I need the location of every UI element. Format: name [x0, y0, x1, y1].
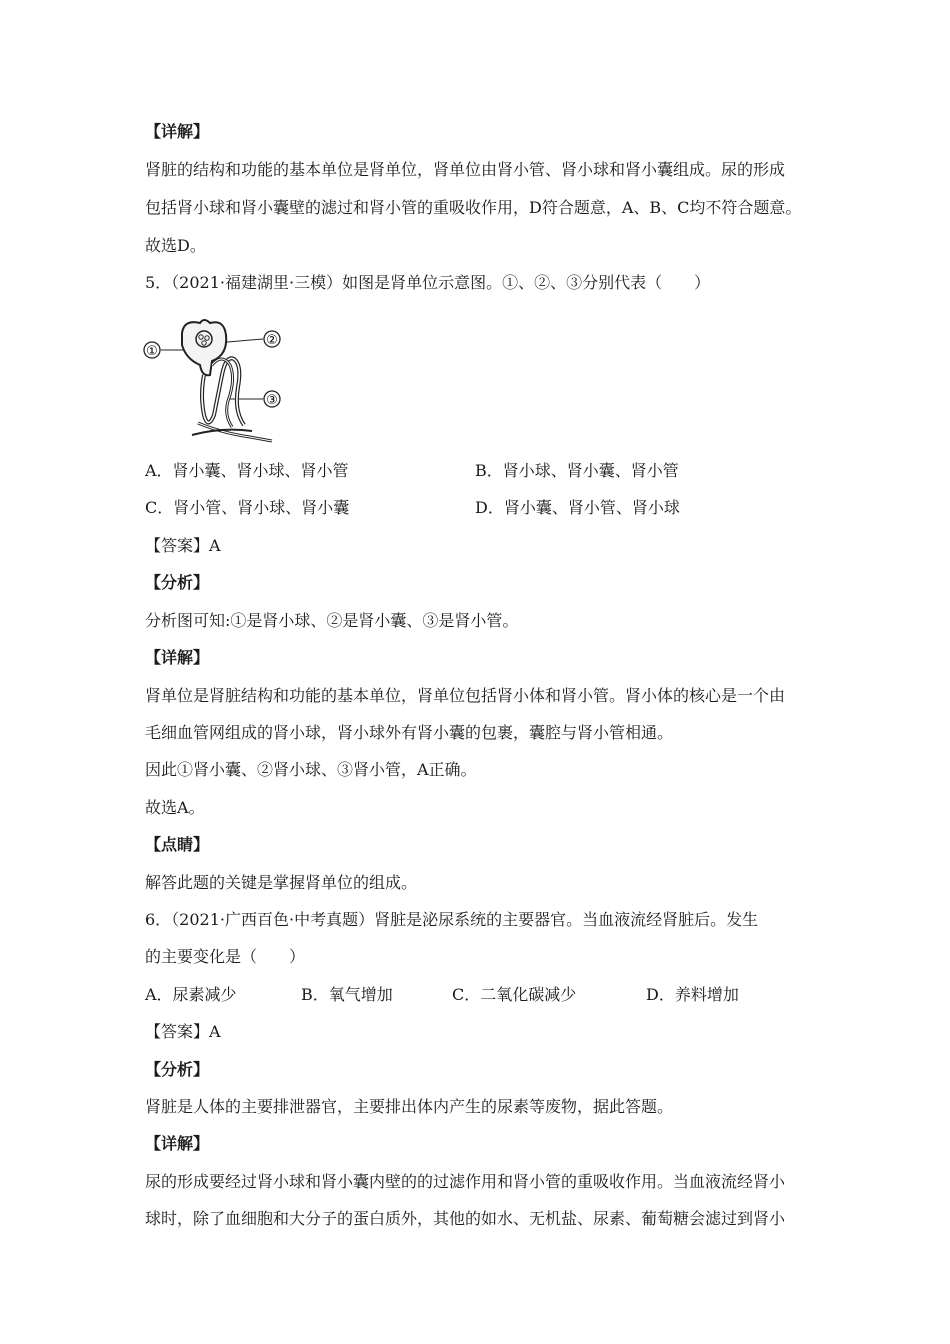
detail-line: 故选A。 [145, 798, 205, 817]
detail-heading: 【详解】 [145, 648, 210, 667]
figure-label-1: ① [146, 344, 158, 359]
question-6-stem: 6．（2021·广西百色·中考真题）肾脏是泌尿系统的主要器官。当血液流经肾脏后。发生 [145, 910, 759, 929]
detail-line: 尿的形成要经过肾小球和肾小囊内壁的的过滤作用和肾小管的重吸收作用。当血液流经肾小 [145, 1172, 786, 1191]
analysis-heading: 【分析】 [145, 1060, 210, 1079]
option-b: B．氧气增加 [301, 985, 393, 1004]
question-5-stem: 5．（2021·福建湖里·三模）如图是肾单位示意图。①、②、③分别代表（ ） [145, 273, 711, 292]
nephron-diagram [142, 315, 292, 445]
option-a: A．肾小囊、肾小球、肾小管 [145, 461, 349, 480]
option-b: B．肾小球、肾小囊、肾小管 [475, 461, 679, 480]
comment-text: 解答此题的关键是掌握肾单位的组成。 [145, 873, 418, 892]
option-d: D．养料增加 [646, 985, 739, 1004]
analysis-heading: 【分析】 [145, 573, 210, 592]
figure-label-3: ③ [266, 393, 278, 408]
detail-heading: 【详解】 [145, 1134, 210, 1153]
detail-line: 因此①肾小囊、②肾小球、③肾小管，A正确。 [145, 760, 477, 779]
option-c: C．肾小管、肾小球、肾小囊 [145, 498, 350, 517]
analysis-text: 分析图可知:①是肾小球、②是肾小囊、③是肾小管。 [145, 611, 519, 630]
detail-line: 包括肾小球和肾小囊壁的滤过和肾小管的重吸收作用，D符合题意，A、B、C均不符合题意。 [145, 198, 802, 217]
detail-line: 毛细血管网组成的肾小球，肾小球外有肾小囊的包裹，囊腔与肾小管相通。 [145, 723, 674, 742]
figure-label-2: ② [266, 333, 278, 348]
answer: 【答案】A [145, 536, 221, 555]
comment-heading: 【点睛】 [145, 835, 210, 854]
question-6-stem-cont: 的主要变化是（ ） [145, 947, 306, 966]
option-a: A．尿素减少 [145, 985, 237, 1004]
detail-line: 肾单位是肾脏结构和功能的基本单位，肾单位包括肾小体和肾小管。肾小体的核心是一个由 [145, 686, 786, 705]
detail-heading: 【详解】 [145, 122, 210, 141]
option-c: C．二氧化碳减少 [452, 985, 577, 1004]
answer: 【答案】A [145, 1022, 221, 1041]
option-d: D．肾小囊、肾小管、肾小球 [475, 498, 680, 517]
detail-line: 肾脏的结构和功能的基本单位是肾单位，肾单位由肾小管、肾小球和肾小囊组成。尿的形成 [145, 160, 786, 179]
analysis-text: 肾脏是人体的主要排泄器官，主要排出体内产生的尿素等废物，据此答题。 [145, 1097, 674, 1116]
detail-line: 故选D。 [145, 236, 206, 255]
detail-line: 球时，除了血细胞和大分子的蛋白质外，其他的如水、无机盐、尿素、葡萄糖会滤过到肾小 [145, 1209, 786, 1228]
